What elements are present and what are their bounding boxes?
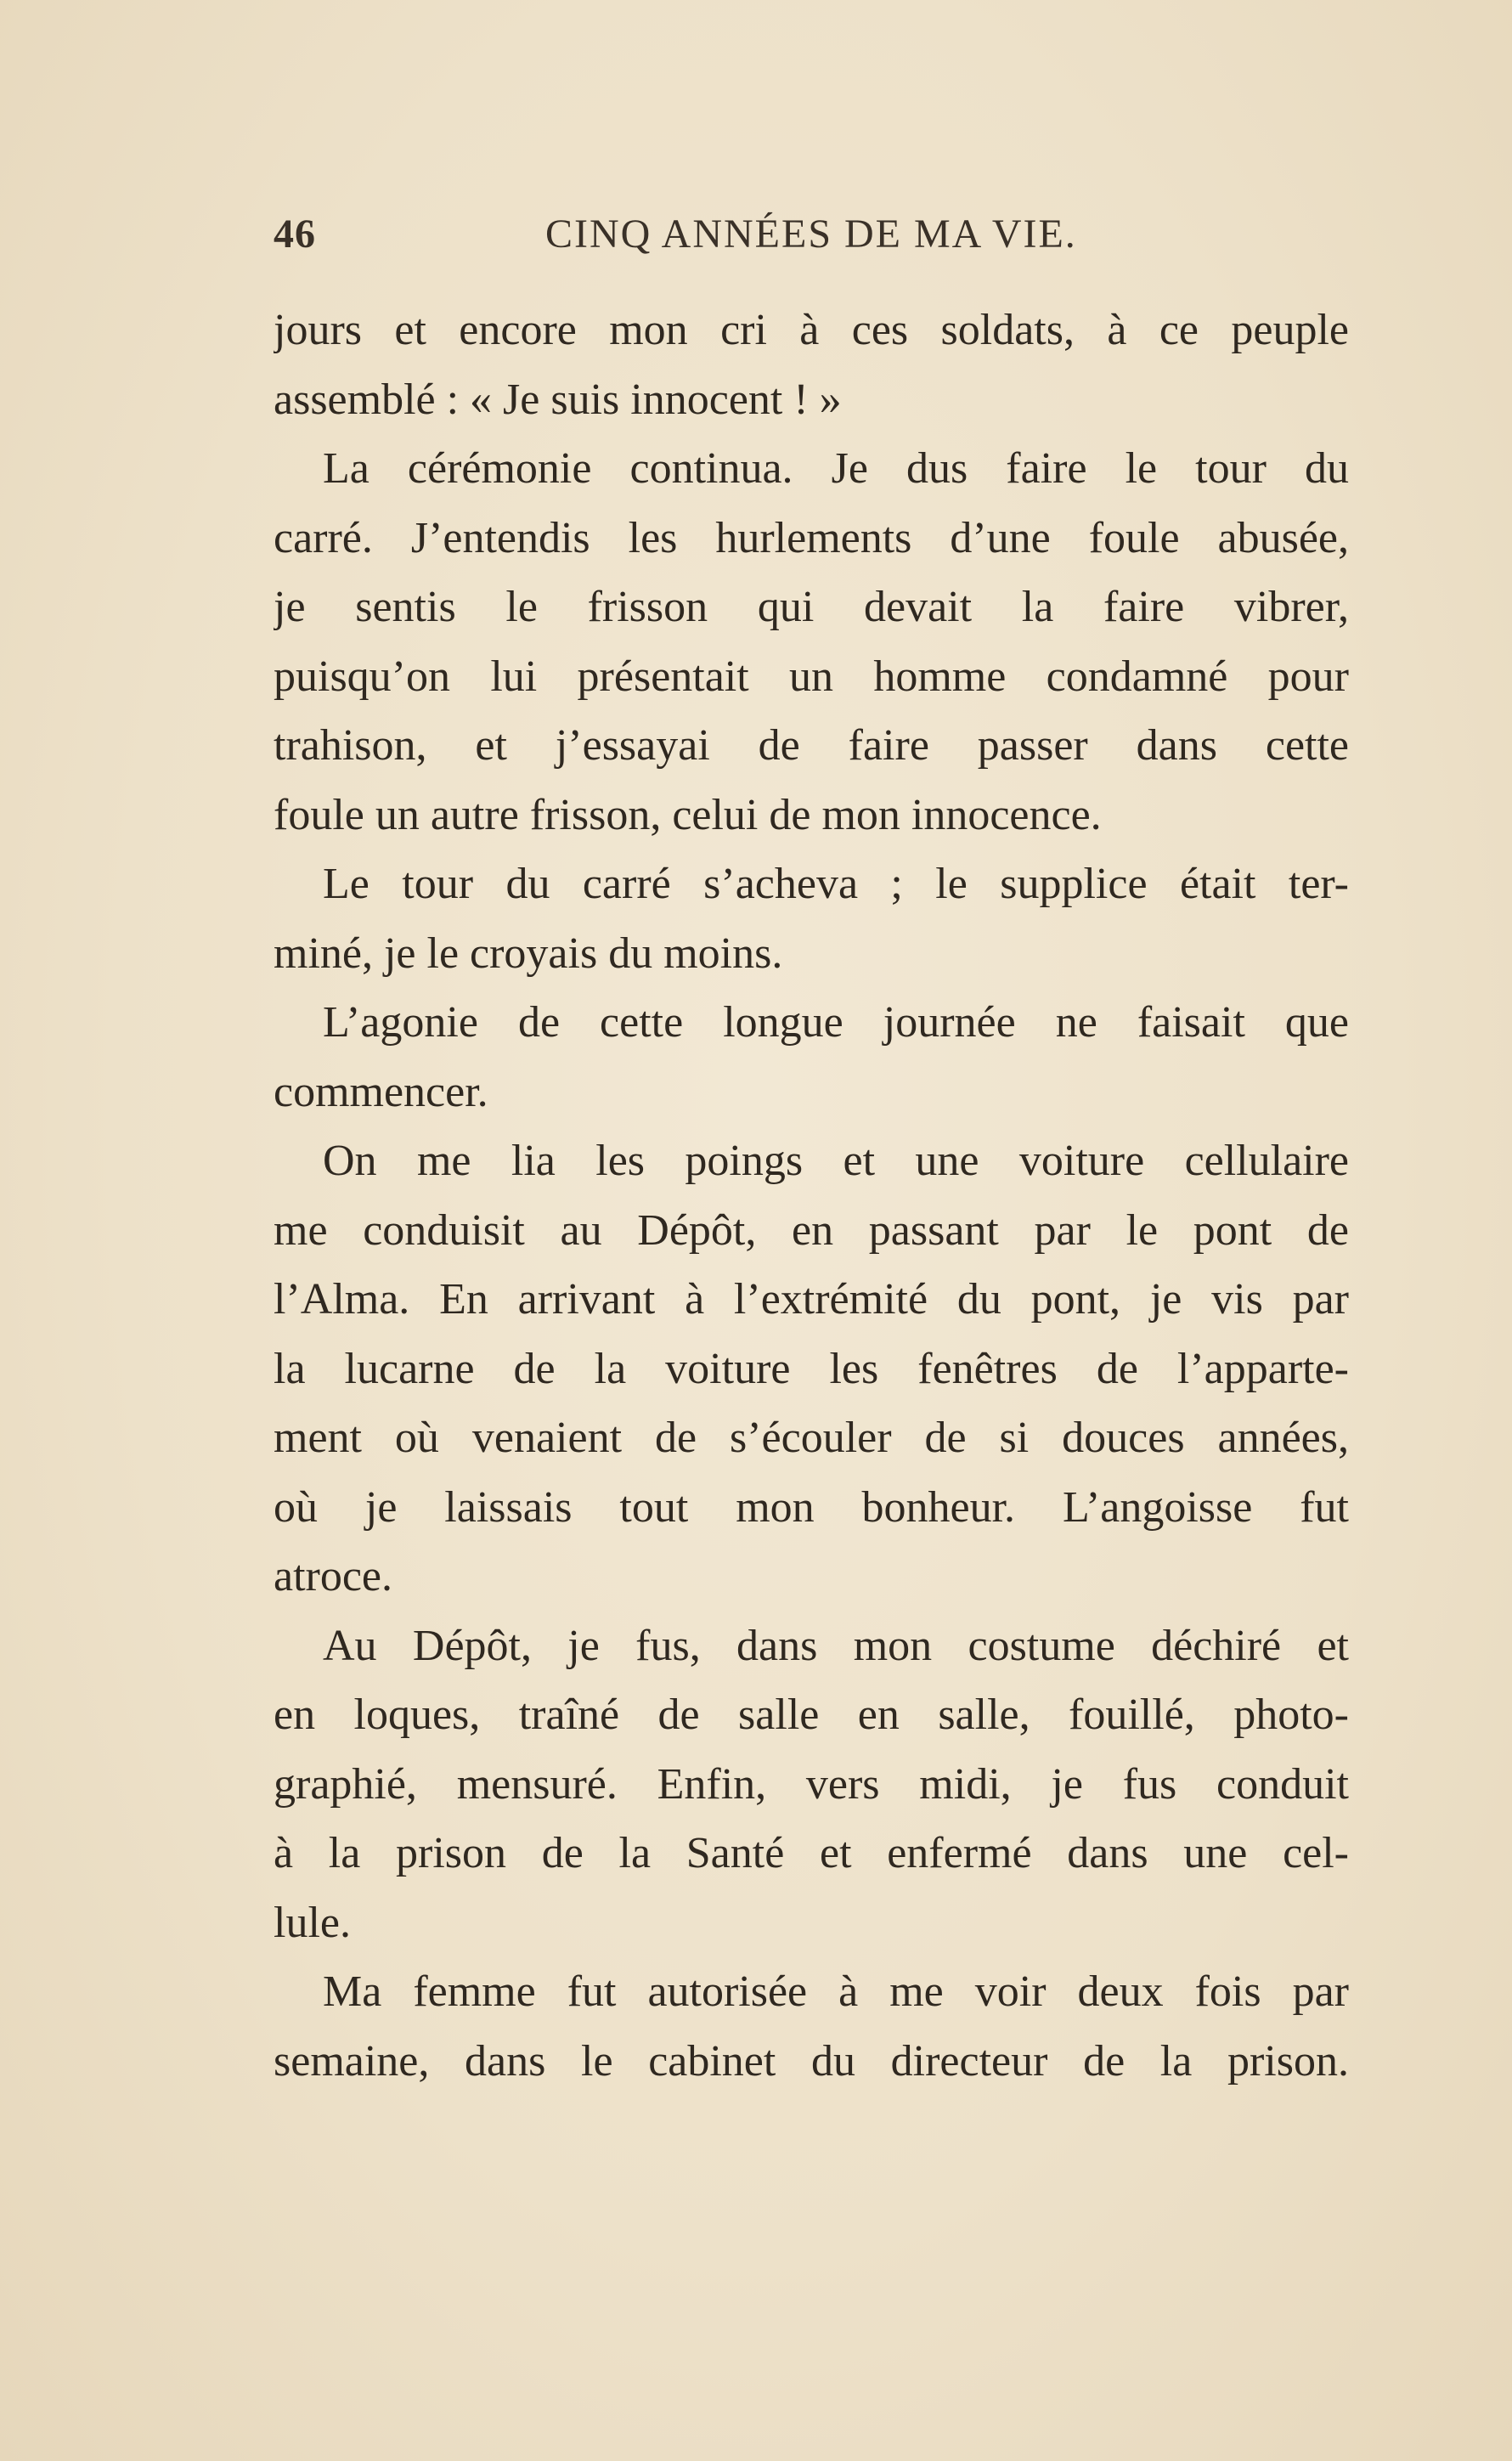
text-line: ment où venaient de s’écouler de si douces années, bbox=[274, 1414, 1349, 1462]
text-line: jours et encore mon cri à ces soldats, à ce peuple bbox=[274, 306, 1349, 354]
page-number: 46 bbox=[274, 212, 316, 257]
text-line: à la prison de la Santé et enfermé dans une cel- bbox=[274, 1829, 1349, 1877]
text-line: la lucarne de la voiture les fenêtres de l’apparte- bbox=[274, 1344, 1349, 1393]
text-line: Le tour du carré s’acheva ; le supplice était ter- bbox=[323, 860, 1349, 908]
text-line: je sentis le frisson qui devait la faire vibrer, bbox=[274, 583, 1349, 631]
text-line: commencer. bbox=[274, 1067, 488, 1116]
text-line: carré. J’entendis les hurlements d’une foule abusée, bbox=[274, 513, 1349, 562]
text-line: Ma femme fut autorisée à me voir deux fois par bbox=[323, 1967, 1349, 2016]
text-line: lule. bbox=[274, 1898, 351, 1947]
text-line: L’agonie de cette longue journée ne faisait que bbox=[323, 998, 1349, 1047]
page-header bbox=[274, 211, 1349, 262]
text-line: miné, je le croyais du moins. bbox=[274, 929, 783, 978]
text-line: en loques, traîné de salle en salle, fouillé, photo- bbox=[274, 1691, 1349, 1739]
text-line: On me lia les poings et une voiture cellulaire bbox=[323, 1137, 1349, 1185]
text-line: me conduisit au Dépôt, en passant par le pont de bbox=[274, 1205, 1349, 1255]
body-text bbox=[274, 296, 1349, 2096]
text-line: foule un autre frisson, celui de mon innocence. bbox=[274, 790, 1102, 839]
text-line: où je laissais tout mon bonheur. L’angoisse fut bbox=[274, 1482, 1349, 1532]
text-line: assemblé : « Je suis innocent ! » bbox=[274, 375, 842, 424]
text-line: puisqu’on lui présentait un homme condamné pour bbox=[274, 652, 1349, 701]
text-line: trahison, et j’essayai de faire passer dans cette bbox=[274, 721, 1349, 770]
text-line: graphié, mensuré. Enfin, vers midi, je fus conduit bbox=[274, 1759, 1349, 1809]
text-line: La cérémonie continua. Je dus faire le tour du bbox=[323, 444, 1349, 493]
text-line: Au Dépôt, je fus, dans mon costume déchiré et bbox=[323, 1621, 1349, 1670]
running-title: CINQ ANNÉES DE MA VIE. bbox=[545, 212, 1077, 257]
text-line: semaine, dans le cabinet du directeur de la prison. bbox=[274, 2036, 1349, 2086]
text-line: atroce. bbox=[274, 1552, 393, 1600]
text-line: l’Alma. En arrivant à l’extrémité du pont, je vis par bbox=[274, 1275, 1349, 1324]
